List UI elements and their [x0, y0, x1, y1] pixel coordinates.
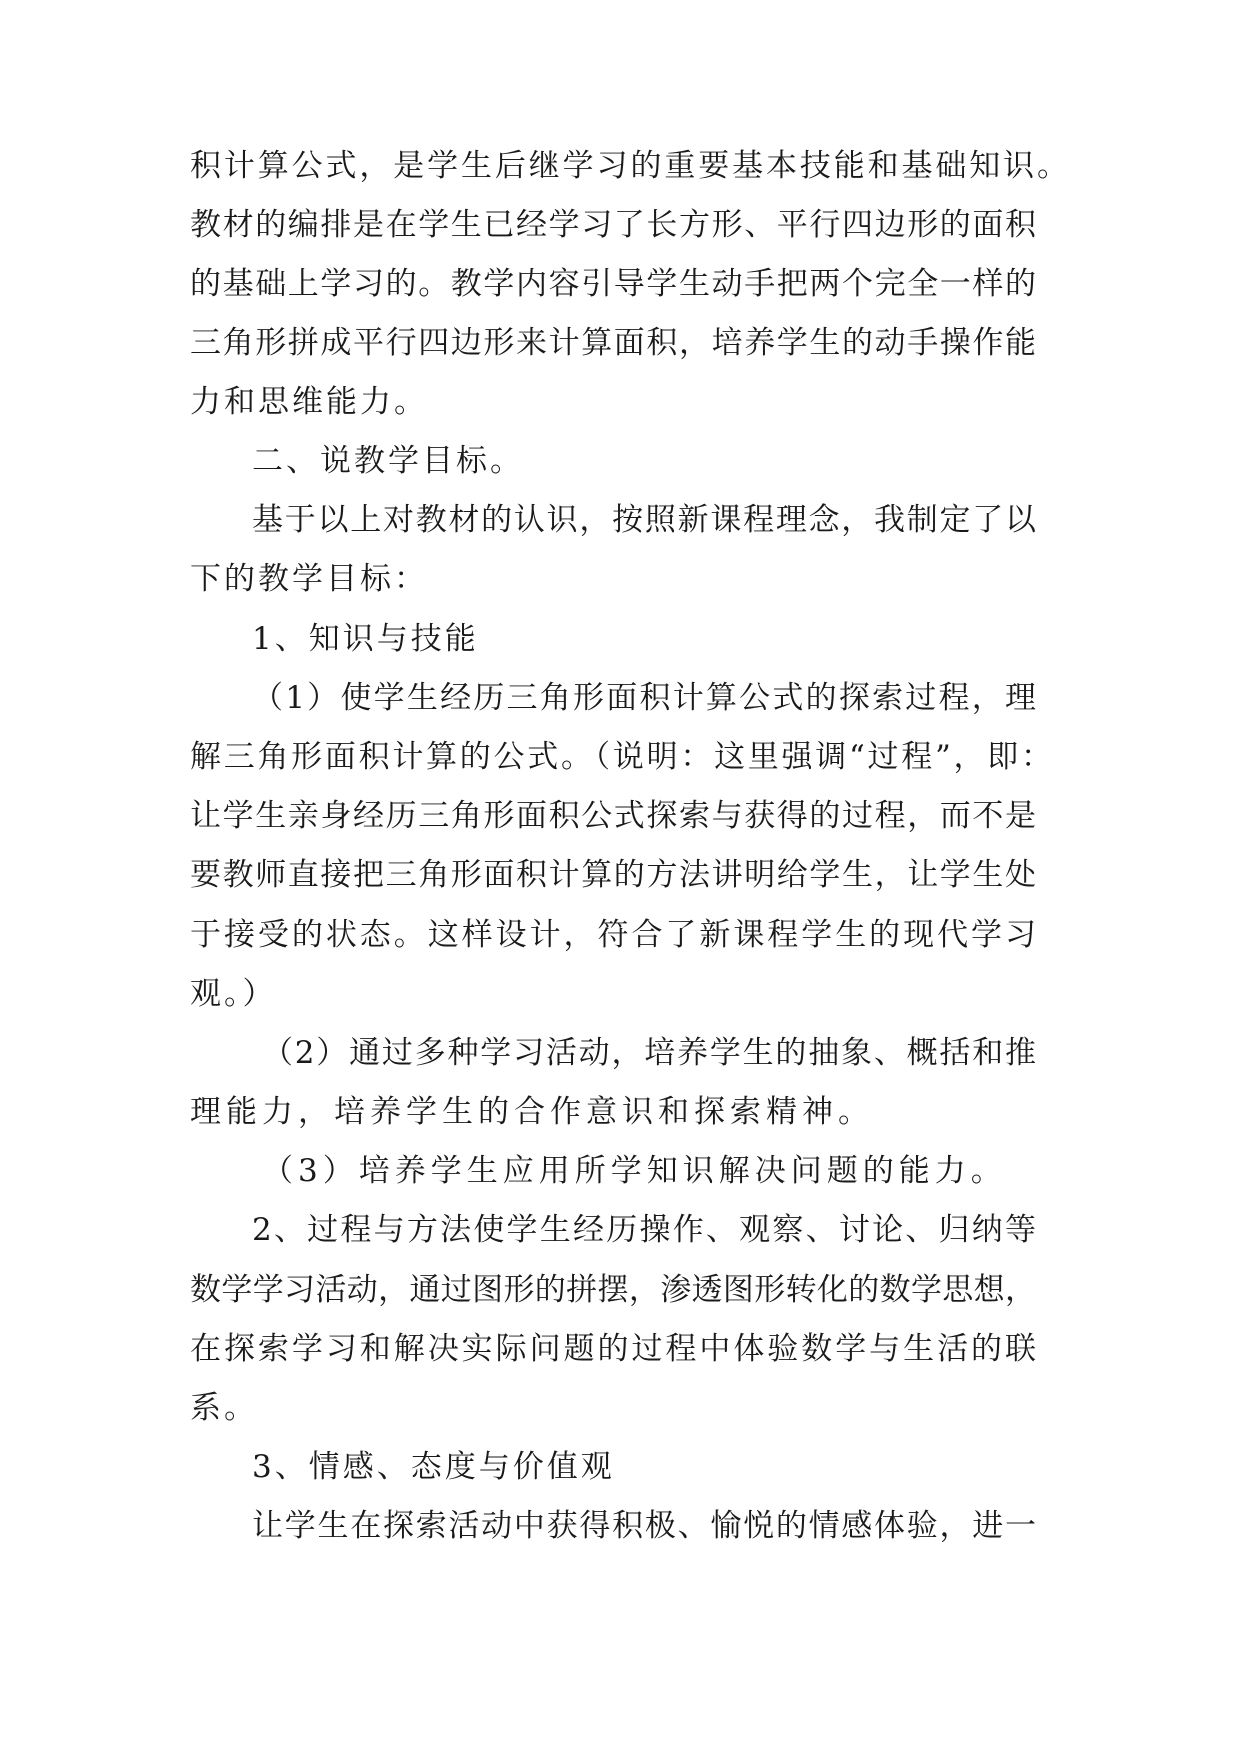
- text-line: 三角形拼成平行四边形来计算面积，培养学生的动手操作能: [190, 325, 1036, 361]
- text-line: 积计算公式，是学生后继学习的重要基本技能和基础知识。: [190, 148, 1068, 184]
- subsection-heading: 3、情感、态度与价值观: [252, 1449, 615, 1485]
- text-line: 要教师直接把三角形面积计算的方法讲明给学生，让学生处: [190, 857, 1036, 893]
- text-line: （1）使学生经历三角形面积计算公式的探索过程，理: [252, 680, 1036, 716]
- text-line: （2）通过多种学习活动，培养学生的抽象、概括和推: [262, 1035, 1036, 1071]
- text-line: （3）培养学生应用所学知识解决问题的能力。: [262, 1153, 1007, 1189]
- text-line: 下的教学目标：: [190, 561, 428, 597]
- section-heading: 二、说教学目标。: [252, 443, 524, 479]
- text-line: 力和思维能力。: [190, 384, 428, 420]
- text-line: 数学学习活动，通过图形的拼摆，渗透图形转化的数学思想，: [190, 1272, 1036, 1308]
- text-line: 系。: [190, 1390, 258, 1426]
- text-line: 解三角形面积计算的公式。（说明：这里强调“过程”，即：: [190, 739, 1052, 775]
- text-line: 的基础上学习的。教学内容引导学生动手把两个完全一样的: [190, 266, 1036, 302]
- subsection-heading: 1、知识与技能: [252, 621, 479, 657]
- text-line: 于接受的状态。这样设计，符合了新课程学生的现代学习: [190, 917, 1036, 953]
- text-line: 让学生亲身经历三角形面积公式探索与获得的过程，而不是: [190, 798, 1036, 834]
- text-line: 教材的编排是在学生已经学习了长方形、平行四边形的面积: [190, 207, 1036, 243]
- text-line: 理能力，培养学生的合作意识和探索精神。: [190, 1094, 874, 1130]
- text-line: 基于以上对教材的认识，按照新课程理念，我制定了以: [252, 502, 1036, 538]
- text-line: 在探索学习和解决实际问题的过程中体验数学与生活的联: [190, 1331, 1036, 1367]
- text-line: 让学生在探索活动中获得积极、愉悦的情感体验，进一: [252, 1508, 1036, 1544]
- text-line: 2、过程与方法使学生经历操作、观察、讨论、归纳等: [252, 1212, 1036, 1248]
- text-line: 观。）: [190, 976, 277, 1012]
